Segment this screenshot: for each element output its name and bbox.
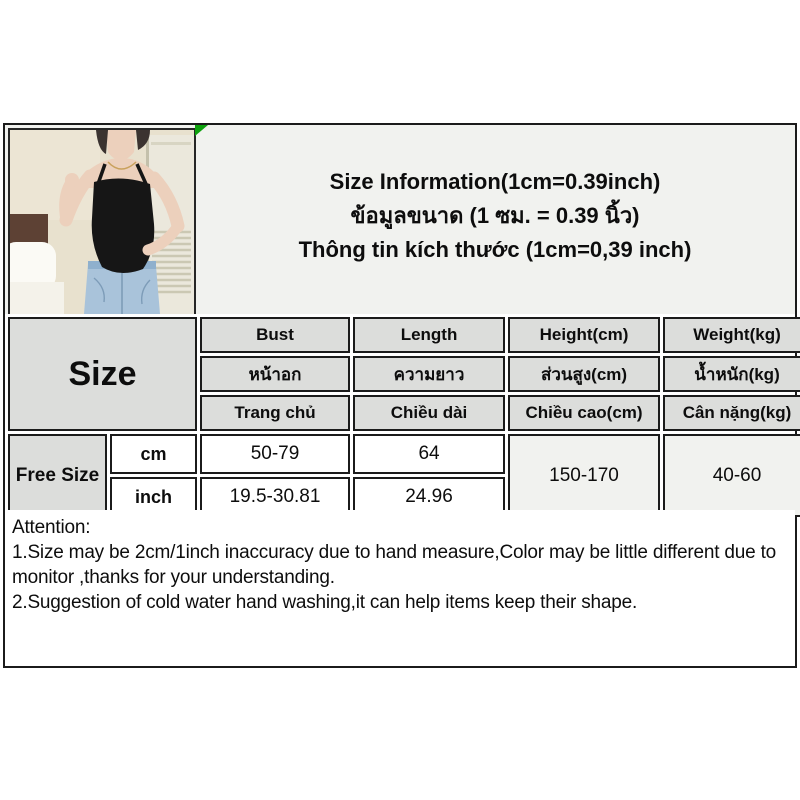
attention-notes: [5, 510, 795, 660]
header-length-vi: Chiều dài: [353, 395, 505, 431]
header-height-en: Height(cm): [508, 317, 660, 353]
header-weight-en: Weight(kg): [663, 317, 800, 353]
bust-inch-value: 19.5-30.81: [200, 477, 350, 517]
unit-cm-label: cm: [110, 434, 197, 474]
header-bust-th: หน้าอก: [200, 356, 350, 392]
size-table: [5, 314, 795, 520]
model-in-black-camisole-illustration: [10, 130, 194, 314]
bust-cm-value: 50-79: [200, 434, 350, 474]
header-length-en: Length: [353, 317, 505, 353]
length-inch-value: 24.96: [353, 477, 505, 517]
attention-heading: Attention:: [12, 517, 91, 538]
header-length-th: ความยาว: [353, 356, 505, 392]
header-bust-vi: Trang chủ: [200, 395, 350, 431]
length-cm-value: 64: [353, 434, 505, 474]
weight-value: 40-60: [663, 434, 800, 517]
attention-note-1: 1.Size may be 2cm/1inch inaccuracy due to hand measure,Color may be little different due to monitor ,thanks for your understanding.: [12, 542, 777, 588]
bed-shape: [10, 282, 64, 314]
size-info-title: [195, 125, 795, 267]
attention-note-2: 2.Suggestion of cold water hand washing,it can help items keep their shape.: [12, 592, 638, 613]
title-line-vietnamese: Thông tin kích thước (1cm=0,39 inch): [298, 237, 692, 262]
title-line-thai: ข้อมูลขนาด (1 ซม. = 0.39 นิ้ว): [350, 203, 640, 228]
size-row-label: Size: [8, 317, 197, 431]
header-weight-vi: Cân nặng(kg): [663, 395, 800, 431]
hand-shape: [65, 173, 79, 187]
free-size-label: Free Size: [8, 434, 107, 517]
header-height-vi: Chiều cao(cm): [508, 395, 660, 431]
header-height-th: ส่วนสูง(cm): [508, 356, 660, 392]
product-photo: [8, 128, 196, 316]
header-weight-th: น้ำหนัก(kg): [663, 356, 800, 392]
content-box: [3, 123, 797, 668]
header-bust-en: Bust: [200, 317, 350, 353]
camisole-shape: [92, 178, 155, 273]
unit-inch-label: inch: [110, 477, 197, 517]
title-line-english: Size Information(1cm=0.39inch): [329, 169, 661, 194]
height-value: 150-170: [508, 434, 660, 517]
headboard-shape: [10, 214, 48, 246]
